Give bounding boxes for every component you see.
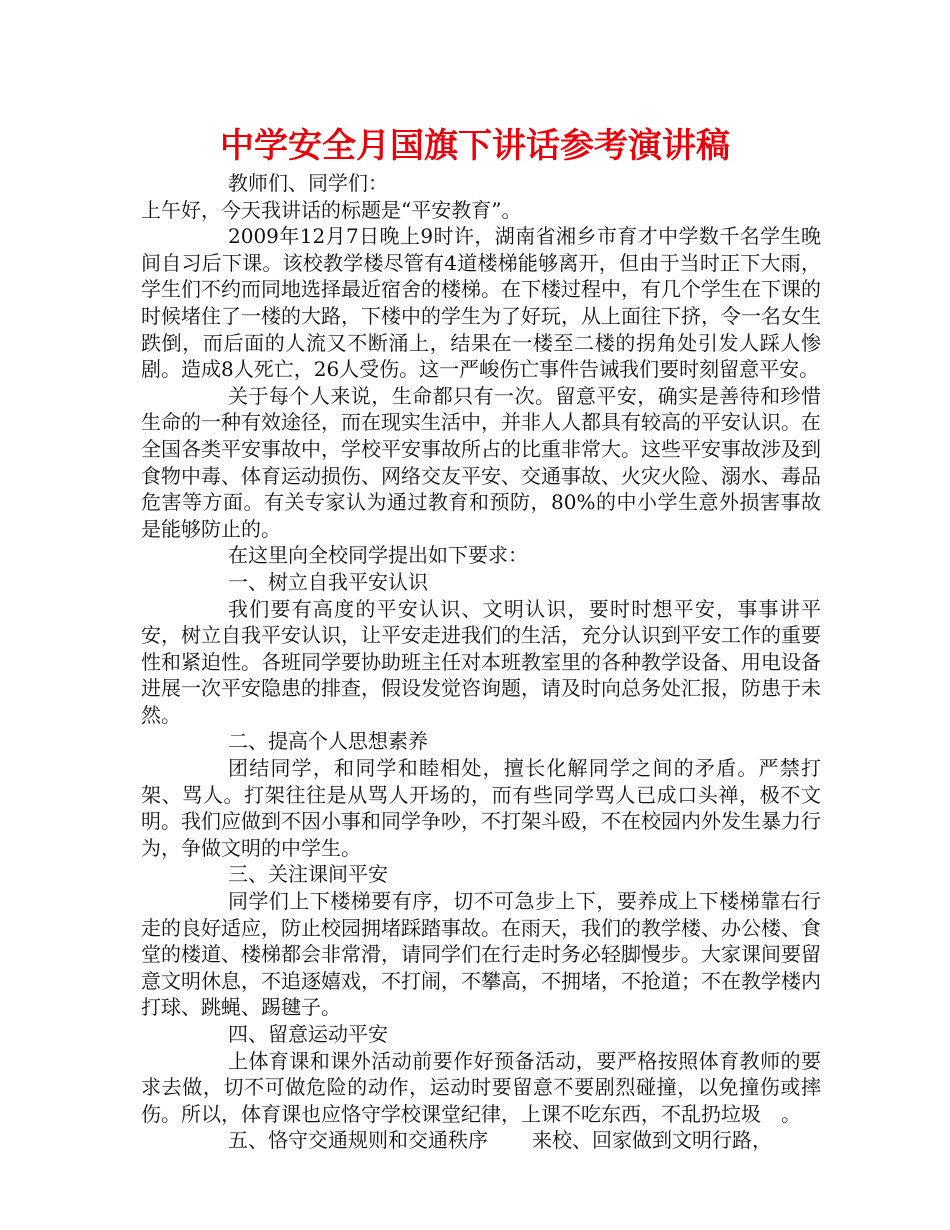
greeting: 教师们、同学们： <box>228 171 388 195</box>
paragraph-life: 关于每个人来说，生命都只有一次。留意平安，确实是善待和珍惜生命的一种有效途径，而在现实生活中，并非人人都具有较高的平安认识。在全国各类平安事故中，学校平安事故所占的比重非常大。这些平安事故涉及到食物中毒、体育运动损伤、网络交友平安、交通事故、火灾火险、溺水、毒品危害等方面。有关专家认为通过教育和预防，80%的中小学生意外损害事故是能够防止的。 <box>141 383 821 541</box>
document-body <box>141 170 821 1154</box>
paragraph-incident: 2009年12月7日晚上9时许，湖南省湘乡市育才中学数千名学生晚间自习后下课。该校教学楼尽管有4道楼梯能够离开，但由于当时正下大雨，学生们不约而同地选择最近宿舍的楼梯。在下楼过程中，有几个学生在下课的时候堵住了一楼的大路，下楼中的学生为了好玩，从上面往下挤，令一名女生跌倒，而后面的人流又不断涌上，结果在一楼至二楼的拐角处引发人踩人惨剧。造成8人死亡，26人受伤。这一严峻伤亡事件告诫我们要时刻留意平安。 <box>141 224 821 382</box>
document-title: 中学安全月国旗下讲话参考演讲稿 <box>220 126 730 166</box>
section-body-1: 我们要有高度的平安认识、文明认识，要时时想平安，事事讲平安，树立自我平安认识，让平安走进我们的生活，充分认识到平安工作的重要性和紧迫性。各班同学要协助班主任对本班教室里的各种教学设备、用电设备进展一次平安隐患的排查，假设发觉咨询题，请及时向总务处汇报，防患于未然。 <box>141 596 821 727</box>
section-heading-2: 二、提高个人思想素养 <box>228 729 428 754</box>
section-heading-5: 五、恪守交通规则和交通秩序 <box>228 1128 488 1153</box>
paragraph-requirements-intro: 在这里向全校同学提出如下要求： <box>228 543 528 568</box>
section-body-2: 团结同学，和同学和睦相处，擅长化解同学之间的矛盾。严禁打架、骂人。打架往往是从骂人开场的，而有些同学骂人已成口头禅，极不文明。我们应做到不因小事和同学争吵，不打架斗殴，不在校园内外发生暴力行为，争做文明的中学生。 <box>141 756 821 860</box>
section-body-5-start: 来校、回家做到文明行路， <box>532 1128 772 1153</box>
section-heading-3: 三、关注课间平安 <box>228 862 388 887</box>
section-5-line <box>141 1127 821 1154</box>
section-body-4: 上体育课和课外活动前要作好预备活动，要严格按照体育教师的要求去做，切不可做危险的动作，运动时要留意不要剧烈碰撞，以免撞伤或摔伤。所以，体育课也应恪守学校课堂纪律，上课不吃东西，不乱扔垃圾 。 <box>141 1048 821 1126</box>
section-heading-4: 四、留意运动平安 <box>228 1022 388 1046</box>
section-heading-1: 一、树立自我平安认识 <box>228 569 428 594</box>
opening-line: 上午好，今天我讲话的标题是“平安教育”。 <box>141 197 522 222</box>
section-body-3: 同学们上下楼梯要有序，切不可急步上下，要养成上下楼梯靠右行走的良好适应，防止校园拥堵踩踏事故。在雨天，我们的教学楼、办公楼、食堂的楼道、楼梯都会非常滑，请同学们在行走时务必轻脚慢步。大家课间要留意文明休息，不追逐嬉戏，不打闹，不攀高，不拥堵，不抢道；不在教学楼内打球、跳蝇、踢毽子。 <box>141 889 821 1020</box>
